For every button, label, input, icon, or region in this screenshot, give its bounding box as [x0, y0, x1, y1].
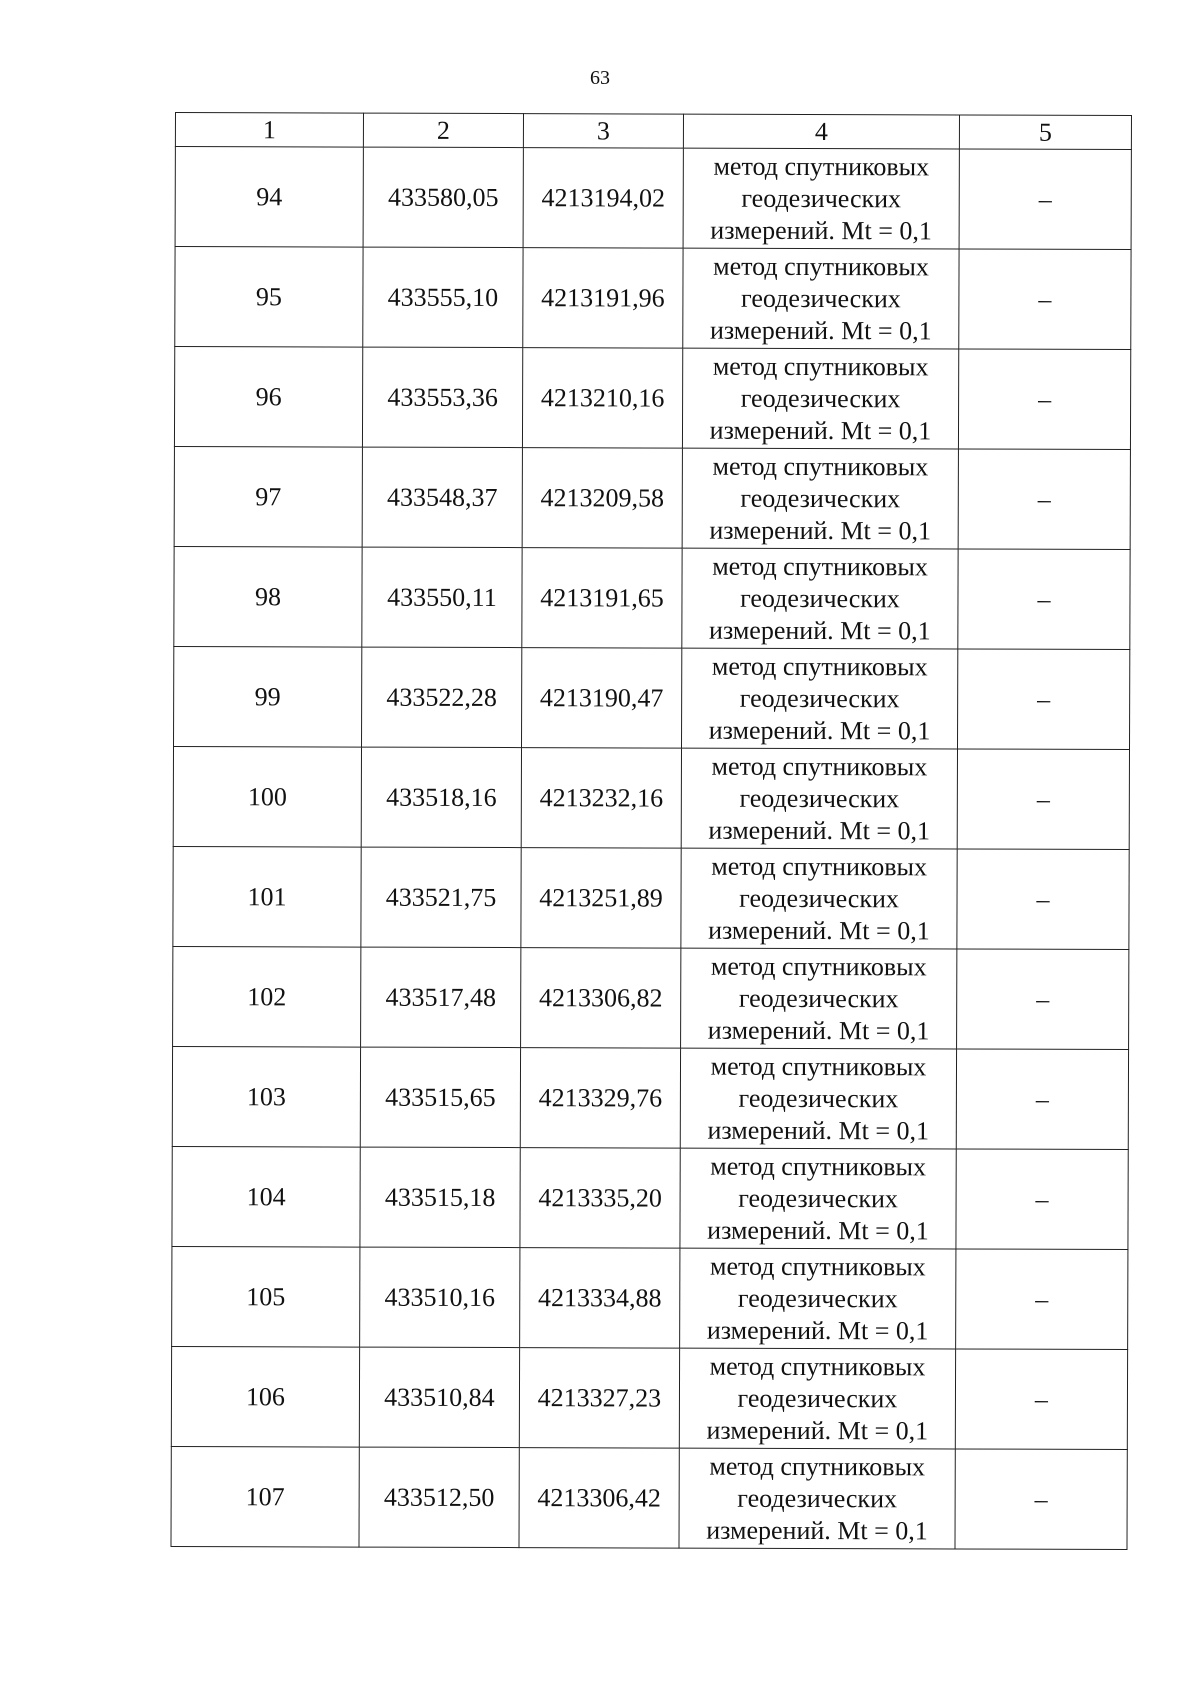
x-coordinate-cell: 433515,65	[360, 1047, 520, 1148]
table-row	[175, 147, 1131, 250]
method-line: метод спутниковых	[713, 251, 929, 281]
method-cell	[683, 148, 959, 249]
header-col-1: 1	[175, 113, 363, 148]
method-cell	[681, 848, 957, 949]
method-line: метод спутниковых	[711, 751, 928, 781]
x-coordinate-cell: 433580,05	[363, 147, 523, 248]
method-line: геодезических	[739, 883, 899, 913]
table-row	[174, 646, 1130, 749]
note-cell: –	[959, 249, 1131, 350]
header-row	[175, 113, 1131, 150]
table-row	[173, 746, 1129, 849]
method-line: геодезических	[738, 1183, 898, 1213]
y-coordinate-cell: 4213210,16	[522, 348, 682, 449]
point-number-cell: 98	[174, 546, 362, 647]
point-number-cell: 104	[172, 1146, 360, 1247]
method-line: геодезических	[740, 583, 900, 613]
method-line: измерений. Mt = 0,1	[708, 915, 930, 945]
point-number-cell: 106	[171, 1346, 359, 1447]
y-coordinate-cell: 4213306,42	[519, 1448, 679, 1549]
y-coordinate-cell: 4213251,89	[521, 848, 681, 949]
table-row	[171, 1446, 1127, 1549]
method-line: метод спутниковых	[712, 451, 929, 481]
method-line: метод спутниковых	[711, 651, 928, 681]
table-body	[171, 147, 1131, 1550]
note-cell: –	[959, 149, 1131, 250]
method-cell	[679, 1448, 955, 1549]
method-line: геодезических	[739, 683, 900, 713]
method-line: измерений. Mt = 0,1	[707, 1115, 930, 1145]
method-cell	[680, 1048, 956, 1149]
note-cell: –	[956, 1149, 1128, 1250]
y-coordinate-cell: 4213209,58	[522, 448, 682, 549]
y-coordinate-cell: 4213335,20	[520, 1148, 680, 1249]
method-line: метод спутниковых	[713, 151, 930, 181]
note-cell: –	[958, 449, 1130, 550]
x-coordinate-cell: 433518,16	[361, 747, 521, 848]
x-coordinate-cell: 433522,28	[362, 647, 522, 748]
y-coordinate-cell: 4213327,23	[519, 1348, 679, 1449]
method-line: метод спутниковых	[712, 551, 928, 581]
method-line: метод спутниковых	[709, 1451, 926, 1481]
note-cell: –	[957, 749, 1129, 850]
method-line: измерений. Mt = 0,1	[707, 1015, 930, 1045]
method-line: измерений. Mt = 0,1	[708, 715, 931, 745]
method-cell	[679, 1348, 955, 1449]
method-cell	[681, 748, 957, 849]
point-number-cell: 97	[174, 446, 362, 547]
header-col-4: 4	[683, 114, 959, 149]
method-line: геодезических	[737, 1283, 898, 1313]
method-line: измерений. Mt = 0,1	[706, 1415, 929, 1445]
method-line: метод спутниковых	[712, 351, 929, 381]
point-number-cell: 99	[174, 646, 362, 747]
method-line: метод спутниковых	[711, 851, 928, 881]
method-line: метод спутниковых	[709, 1351, 926, 1381]
header-col-2: 2	[363, 113, 523, 148]
point-number-cell: 96	[174, 347, 362, 448]
point-number-cell: 105	[172, 1246, 360, 1347]
note-cell: –	[957, 849, 1129, 950]
method-line: метод спутниковых	[709, 1251, 926, 1281]
point-number-cell: 95	[175, 247, 363, 348]
method-cell	[683, 248, 959, 349]
method-line: метод спутниковых	[710, 1051, 927, 1081]
note-cell: –	[958, 549, 1130, 650]
header-col-3: 3	[523, 114, 683, 149]
page-number: 63	[590, 67, 610, 89]
method-line: измерений. Mt = 0,1	[709, 415, 932, 445]
method-cell	[680, 1148, 956, 1249]
method-cell	[682, 448, 958, 549]
x-coordinate-cell: 433510,84	[359, 1347, 519, 1448]
method-line: измерений. Mt = 0,1	[709, 515, 932, 545]
note-cell: –	[957, 949, 1129, 1050]
method-line: геодезических	[740, 483, 901, 513]
method-line: метод спутниковых	[710, 1151, 927, 1181]
table-row	[174, 347, 1130, 450]
header-col-5: 5	[959, 115, 1131, 150]
point-number-cell: 103	[172, 1046, 360, 1147]
table-row	[174, 446, 1130, 549]
x-coordinate-cell: 433548,37	[362, 447, 522, 548]
method-line: измерений. Mt = 0,1	[709, 615, 931, 645]
table-row	[174, 546, 1130, 649]
method-line: измерений. Mt = 0,1	[706, 1515, 928, 1545]
y-coordinate-cell: 4213191,96	[523, 248, 683, 349]
note-cell: –	[955, 1349, 1127, 1450]
table-row	[173, 846, 1129, 949]
method-line: измерений. Mt = 0,1	[707, 1215, 929, 1245]
point-number-cell: 102	[173, 946, 361, 1047]
method-line: геодезических	[738, 983, 899, 1013]
method-line: метод спутниковых	[710, 951, 927, 981]
note-cell: –	[956, 1049, 1128, 1150]
coordinates-table	[170, 112, 1132, 1550]
y-coordinate-cell: 4213190,47	[522, 648, 682, 749]
point-number-cell: 107	[171, 1446, 359, 1547]
note-cell: –	[955, 1449, 1127, 1550]
x-coordinate-cell: 433553,36	[362, 347, 522, 448]
note-cell: –	[958, 349, 1130, 450]
point-number-cell: 101	[173, 846, 361, 947]
x-coordinate-cell: 433515,18	[360, 1147, 520, 1248]
method-line: измерений. Mt = 0,1	[706, 1315, 929, 1345]
method-line: геодезических	[740, 383, 901, 413]
method-line: геодезических	[740, 283, 901, 313]
method-line: измерений. Mt = 0,1	[710, 215, 932, 245]
y-coordinate-cell: 4213334,88	[520, 1248, 680, 1349]
y-coordinate-cell: 4213191,65	[522, 548, 682, 649]
method-line: геодезических	[737, 1483, 898, 1513]
table-row	[172, 1146, 1128, 1249]
method-cell	[682, 648, 958, 749]
note-cell: –	[956, 1249, 1128, 1350]
y-coordinate-cell: 4213329,76	[520, 1048, 680, 1149]
method-cell	[682, 348, 958, 449]
y-coordinate-cell: 4213194,02	[523, 148, 683, 249]
method-line: геодезических	[741, 183, 902, 213]
method-line: измерений. Mt = 0,1	[709, 315, 932, 345]
method-cell	[680, 1248, 956, 1349]
x-coordinate-cell: 433517,48	[361, 947, 521, 1048]
method-cell	[681, 948, 957, 1049]
point-number-cell: 94	[175, 147, 363, 248]
table-row	[175, 247, 1131, 350]
x-coordinate-cell: 433521,75	[361, 847, 521, 948]
note-cell: –	[958, 649, 1130, 750]
table-row	[171, 1346, 1127, 1449]
method-line: геодезических	[738, 1083, 899, 1113]
x-coordinate-cell: 433510,16	[360, 1247, 520, 1348]
method-cell	[682, 548, 958, 649]
method-line: геодезических	[737, 1383, 898, 1413]
table-row	[172, 1046, 1128, 1149]
x-coordinate-cell: 433555,10	[363, 247, 523, 348]
method-line: измерений. Mt = 0,1	[708, 815, 931, 845]
table-row	[173, 946, 1129, 1049]
method-line: геодезических	[739, 783, 900, 813]
x-coordinate-cell: 433512,50	[359, 1447, 519, 1548]
y-coordinate-cell: 4213306,82	[521, 948, 681, 1049]
y-coordinate-cell: 4213232,16	[521, 748, 681, 849]
point-number-cell: 100	[173, 746, 361, 847]
x-coordinate-cell: 433550,11	[362, 547, 522, 648]
table-header	[175, 113, 1131, 150]
table-row	[172, 1246, 1128, 1349]
